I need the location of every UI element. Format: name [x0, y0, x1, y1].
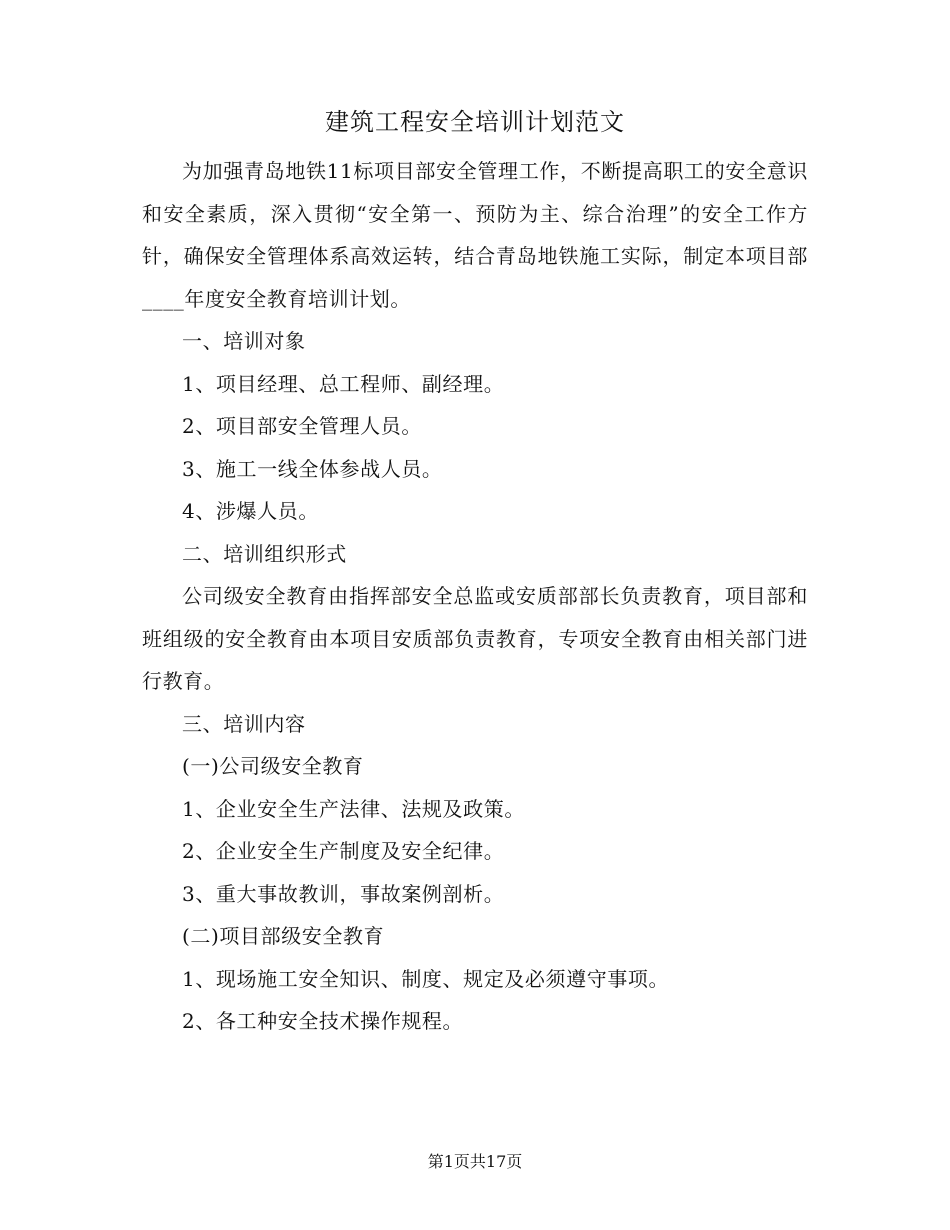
list-item: 3、施工一线全体参战人员。 — [182, 456, 443, 481]
list-item: 1、企业安全生产法律、法规及政策。 — [182, 796, 525, 821]
list-item: 1、项目经理、总工程师、副经理。 — [182, 371, 505, 396]
section-heading-training-content: 三、培训内容 — [182, 711, 306, 736]
list-item: 3、重大事故教训，事故案例剖析。 — [182, 881, 505, 906]
intro-paragraph: 为加强青岛地铁11标项目部安全管理工作，不断提高职工的安全意识和安全素质，深入贯彻“安全第一、预防为主、综合治理”的安全工作方针，确保安全管理体系高效运转，结合青岛地铁施工实际，制定本项目部____年度安全教育培训计划。 — [142, 159, 808, 311]
subsection-heading-company-level: (一)公司级安全教育 — [182, 754, 364, 778]
section-heading-training-targets: 一、培训对象 — [182, 329, 306, 353]
document-body — [142, 150, 808, 1043]
list-item: 2、项目部安全管理人员。 — [182, 414, 422, 438]
list-item: 4、涉爆人员。 — [182, 499, 319, 523]
list-item: 2、各工种安全技术操作规程。 — [182, 1009, 464, 1033]
document-title: 建筑工程安全培训计划范文 — [325, 108, 625, 136]
list-item: 1、现场施工安全知识、制度、规定及必须遵守事项。 — [182, 966, 670, 991]
page-number: 第1页共17页 — [427, 1152, 523, 1171]
organization-paragraph: 公司级安全教育由指挥部安全总监或安质部部长负责教育，项目部和班组级的安全教育由本项目安质部负责教育，专项安全教育由相关部门进行教育。 — [142, 584, 808, 693]
section-heading-training-organization: 二、培训组织形式 — [182, 541, 347, 566]
subsection-heading-project-level: (二)项目部级安全教育 — [182, 924, 385, 948]
list-item: 2、企业安全生产制度及安全纪律。 — [182, 839, 505, 863]
